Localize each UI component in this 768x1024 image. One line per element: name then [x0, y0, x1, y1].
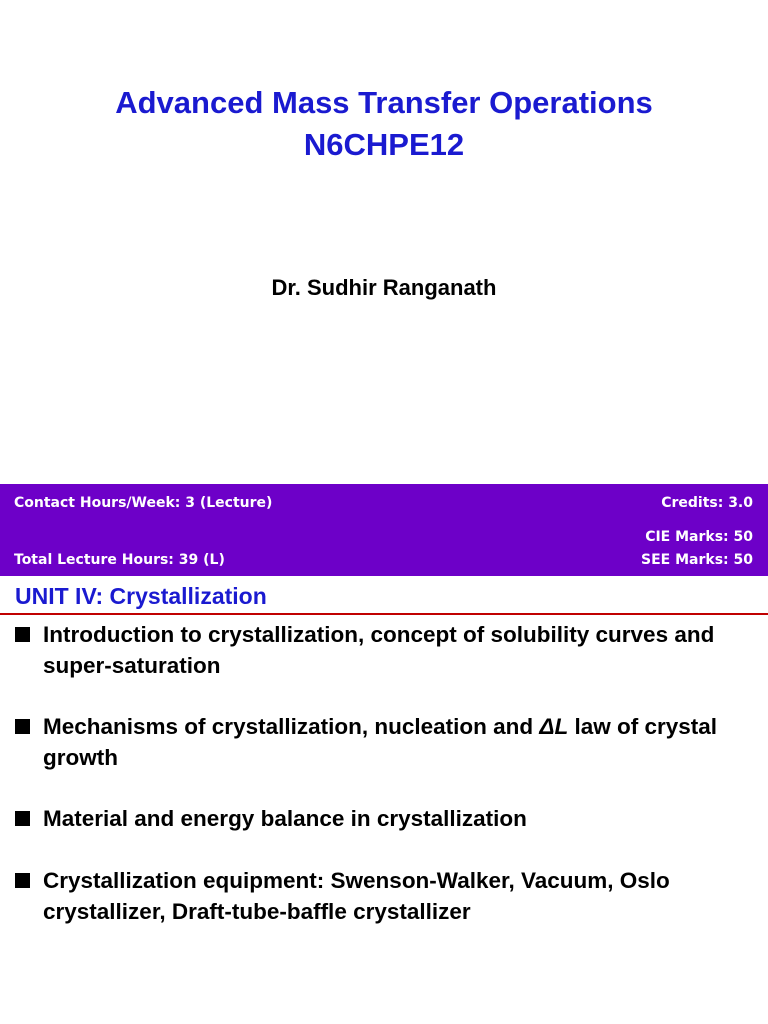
list-item-text	[43, 711, 763, 773]
list-item-text: Introduction to crystallization, concept of solubility curves and super-saturation	[43, 622, 715, 678]
course-title-line: Advanced Mass Transfer Operations	[115, 85, 653, 120]
contact-hours: Contact Hours/Week: 3 (Lecture)	[14, 495, 273, 511]
see-marks: SEE Marks: 50	[641, 552, 753, 568]
square-bullet-icon	[15, 873, 30, 888]
total-lecture-hours: Total Lecture Hours: 39 (L)	[14, 552, 225, 568]
unit-heading: UNIT IV: Crystallization	[15, 583, 267, 609]
author-name: Dr. Sudhir Ranganath	[271, 275, 497, 300]
list-item-text: Material and energy balance in crystallization	[43, 806, 527, 831]
square-bullet-icon	[15, 811, 30, 826]
course-title	[0, 82, 768, 166]
list-item-text-part: law of crystal growth	[43, 714, 718, 770]
square-bullet-icon	[15, 719, 30, 734]
course-info-band	[0, 484, 768, 576]
list-item-text: Crystallization equipment: Swenson-Walker, Vacuum, Oslo crystallizer, Draft-tube-baffle crystallizer	[43, 868, 670, 924]
list-item-text-part: Mechanisms of crystallization, nucleation and	[43, 714, 540, 739]
delta-l-term: ΔL	[539, 714, 569, 739]
credits: Credits: 3.0	[661, 495, 753, 511]
course-code: N6CHPE12	[303, 127, 465, 162]
cie-marks: CIE Marks: 50	[645, 529, 753, 545]
square-bullet-icon	[15, 627, 30, 642]
heading-divider	[0, 613, 768, 615]
